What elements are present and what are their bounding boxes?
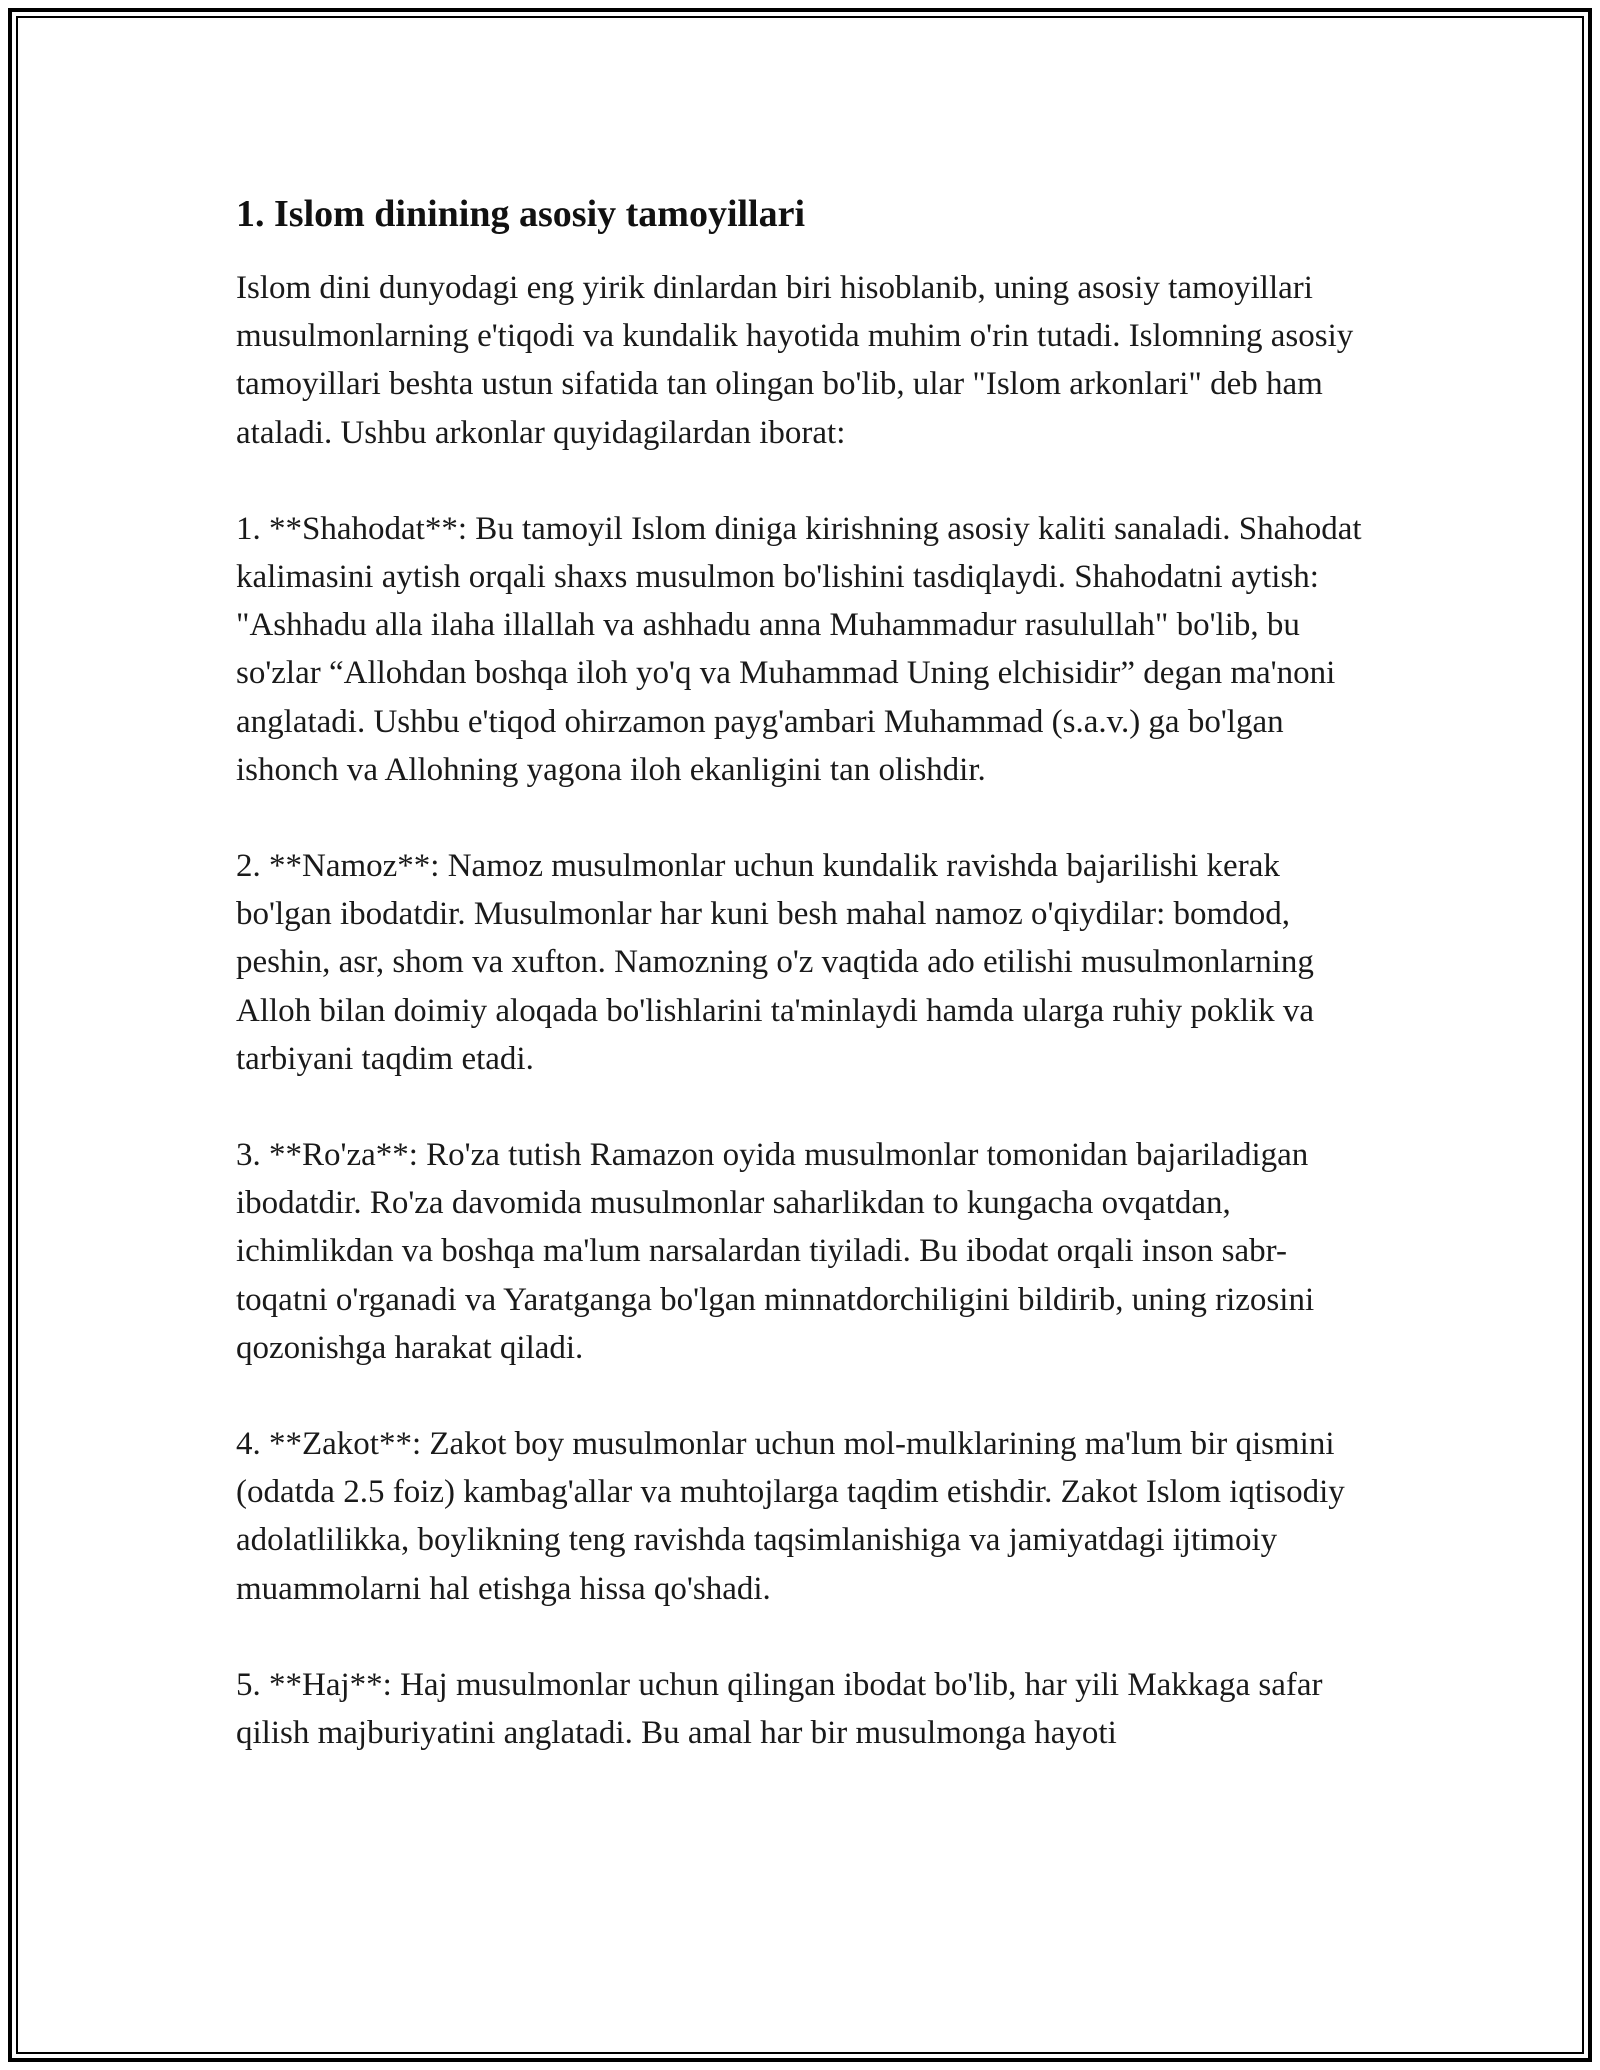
- paragraph-shahodat: 1. **Shahodat**: Bu tamoyil Islom diniga kirishning asosiy kaliti sanaladi. Shahodat kalimasini aytish orqali shaxs musulmon bo'lishini tasdiqlaydi. Shahodatni aytish: "Ashhadu alla ilaha illallah va ashhadu anna Muhammadur rasulullah" bo'lib, bu so'zlar “Allohdan boshqa iloh yo'q va Muhammad Uning elchisidir” degan ma'noni anglatadi. Ushbu e'tiqod ohirzamon payg'ambari Muhammad (s.a.v.) ga bo'lgan ishonch va Allohning yagona iloh ekanligini tan olishdir.: [236, 510, 1362, 788]
- document-body: [236, 188, 1372, 1805]
- paragraph-namoz: 2. **Namoz**: Namoz musulmonlar uchun kundalik ravishda bajarilishi kerak bo'lgan ibodatdir. Musulmonlar har kuni besh mahal namoz o'qiydilar: bomdod, peshin, asr, shom va xufton. Namozning o'z vaqtida ado etilishi musulmonlarning Alloh bilan doimiy aloqada bo'lishlarini ta'minlaydi hamda ularga ruhiy poklik va tarbiyani taqdim etadi.: [236, 848, 1315, 1077]
- section-title: 1. Islom dinining asosiy tamoyillari: [236, 193, 806, 235]
- intro-paragraph: Islom dini dunyodagi eng yirik dinlardan biri hisoblanib, uning asosiy tamoyillari musulmonlarning e'tiqodi va kundalik hayotida muhim o'rin tutadi. Islomning asosiy tamoyillari beshta ustun sifatida tan olingan bo'lib, ular "Islom arkonlari" deb ham ataladi. Ushbu arkonlar quyidagilardan iborat:: [236, 270, 1354, 451]
- paragraph-roza: 3. **Ro'za**: Ro'za tutish Ramazon oyida musulmonlar tomonidan bajariladigan ibodatdir. Ro'za davomida musulmonlar saharlikdan to kungacha ovqatdan, ichimlikdan va boshqa ma'lum narsalardan tiyiladi. Bu ibodat orqali inson sabr-toqatni o'rganadi va Yaratganga bo'lgan minnatdorchiligini bildirib, uning rizosini qozonishga harakat qiladi.: [236, 1137, 1315, 1366]
- paragraph-zakot: 4. **Zakot**: Zakot boy musulmonlar uchun mol-mulklarining ma'lum bir qismini (odatda 2.5 foiz) kambag'allar va muhtojlarga taqdim etishdir. Zakot Islom iqtisodiy adolatlilikka, boylikning teng ravishda taqsimlanishiga va jamiyatdagi ijtimoiy muammolarni hal etishga hissa qo'shadi.: [236, 1426, 1345, 1607]
- paragraph-haj: 5. **Haj**: Haj musulmonlar uchun qilingan ibodat bo'lib, har yili Makkaga safar qilish majburiyatini anglatadi. Bu amal har bir musulmonga hayoti: [236, 1666, 1323, 1752]
